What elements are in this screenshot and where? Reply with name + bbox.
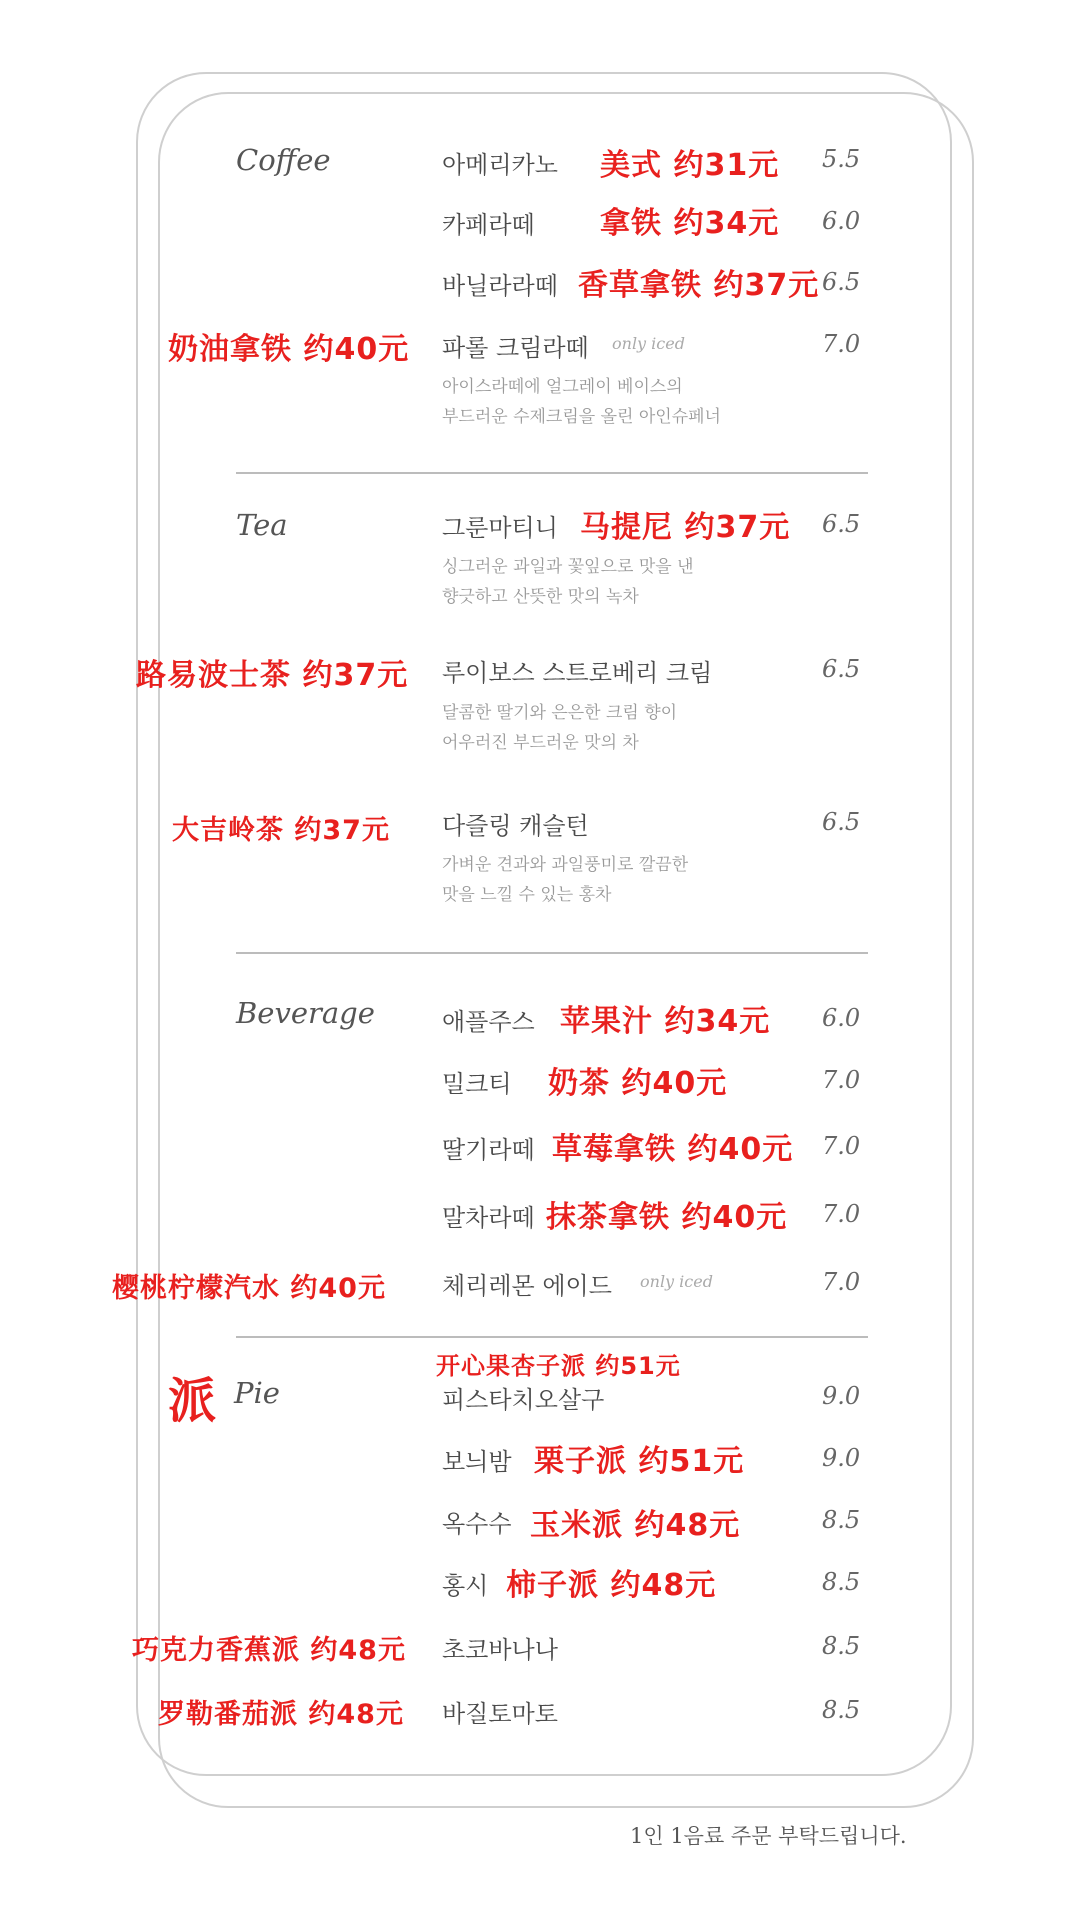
menu-item-price: 7.0 <box>822 1066 861 1094</box>
menu-item-name: 애플주스 <box>442 1008 535 1036</box>
menu-item-name: 밀크티 <box>442 1070 512 1098</box>
menu-item-price: 6.0 <box>822 1004 861 1032</box>
only-iced-tag: only iced <box>612 334 685 353</box>
menu-item-price: 8.5 <box>822 1696 861 1724</box>
annotation-zh: 香草拿铁 约37元 <box>578 268 820 303</box>
annotation-zh: 马提尼 约37元 <box>580 510 791 545</box>
menu-item-name: 카페라떼 <box>442 211 535 239</box>
menu-item-name: 다즐링 캐슬턴 <box>442 812 589 840</box>
menu-item-price: 9.0 <box>822 1444 861 1472</box>
annotation-zh: 抹茶拿铁 约40元 <box>546 1200 788 1235</box>
menu-item-name: 피스타치오살구 <box>442 1386 605 1414</box>
menu-item-description: 가벼운 견과와 과일풍미로 깔끔한 맛을 느낄 수 있는 홍차 <box>442 855 689 905</box>
menu-item-name: 보늬밤 <box>442 1448 512 1476</box>
menu-item-name: 초코바나나 <box>442 1636 558 1664</box>
menu-item-name: 체리레몬 에이드 <box>442 1272 612 1300</box>
menu-item-description: 아이스라떼에 얼그레이 베이스의 부드러운 수제크림을 올린 아인슈페너 <box>442 377 721 427</box>
menu-item-name: 파롤 크림라떼 <box>442 334 589 362</box>
only-iced-tag: only iced <box>640 1272 713 1291</box>
section-title-pie: Pie <box>234 1376 280 1410</box>
annotation-zh: 美式 约31元 <box>600 148 780 183</box>
menu-item-name: 루이보스 스트로베리 크림 <box>442 659 713 687</box>
menu-item-description: 달콤한 딸기와 은은한 크림 향이 어우러진 부드러운 맛의 차 <box>442 703 678 753</box>
annotation-zh: 樱桃柠檬汽水 约40元 <box>112 1273 386 1304</box>
menu-item-name: 옥수수 <box>442 1510 512 1538</box>
section-divider <box>236 472 868 474</box>
annotation-zh: 苹果汁 约34元 <box>560 1004 771 1039</box>
menu-item-price: 8.5 <box>822 1632 861 1660</box>
menu-item-price: 8.5 <box>822 1568 861 1596</box>
menu-item-price: 6.5 <box>822 655 861 683</box>
annotation-zh: 拿铁 约34元 <box>600 206 780 241</box>
annotation-zh: 玉米派 约48元 <box>530 1508 741 1543</box>
menu-item-price: 8.5 <box>822 1506 861 1534</box>
menu-item-price: 6.0 <box>822 207 861 235</box>
annotation-zh: 罗勒番茄派 约48元 <box>158 1699 404 1730</box>
footer-note: 1인 1음료 주문 부탁드립니다. <box>630 1824 907 1848</box>
menu-item-price: 7.0 <box>822 1132 861 1160</box>
annotation-zh: 奶茶 约40元 <box>548 1066 728 1101</box>
annotation-zh: 路易波士茶 约37元 <box>136 658 409 693</box>
menu-item-price: 5.5 <box>822 145 861 173</box>
annotation-zh: 大吉岭茶 约37元 <box>172 815 390 846</box>
section-title-tea: Tea <box>236 508 288 542</box>
annotation-zh: 柿子派 约48元 <box>506 1568 717 1603</box>
section-divider <box>236 1336 868 1338</box>
annotation-zh: 栗子派 约51元 <box>534 1444 745 1479</box>
menu-item-price: 7.0 <box>822 1200 861 1228</box>
section-title-beverage: Beverage <box>236 996 375 1030</box>
menu-item-price: 6.5 <box>822 268 861 296</box>
annotation-zh: 奶油拿铁 约40元 <box>168 332 410 367</box>
menu-item-name: 홍시 <box>442 1572 489 1600</box>
menu-item-price: 7.0 <box>822 1268 861 1296</box>
menu-item-price: 7.0 <box>822 330 861 358</box>
section-title-coffee: Coffee <box>236 143 331 177</box>
menu-item-name: 그룬마티니 <box>442 514 558 542</box>
menu-item-name: 딸기라떼 <box>442 1136 535 1164</box>
annotation-zh-pie: 派 <box>168 1373 218 1429</box>
section-divider <box>236 952 868 954</box>
menu-item-price: 6.5 <box>822 808 861 836</box>
annotation-zh: 巧克力香蕉派 约48元 <box>132 1635 406 1666</box>
annotation-zh: 草莓拿铁 约40元 <box>552 1132 794 1167</box>
menu-item-name: 바닐라라떼 <box>442 272 558 300</box>
menu-item-name: 말차라떼 <box>442 1204 535 1232</box>
menu-item-name: 바질토마토 <box>442 1700 558 1728</box>
menu-item-name: 아메리카노 <box>442 151 558 179</box>
menu-item-description: 싱그러운 과일과 꽃잎으로 맛을 낸 향긋하고 산뜻한 맛의 녹차 <box>442 557 694 607</box>
menu-item-price: 9.0 <box>822 1382 861 1410</box>
menu-item-price: 6.5 <box>822 510 861 538</box>
annotation-zh: 开心果杏子派 约51元 <box>436 1352 681 1380</box>
